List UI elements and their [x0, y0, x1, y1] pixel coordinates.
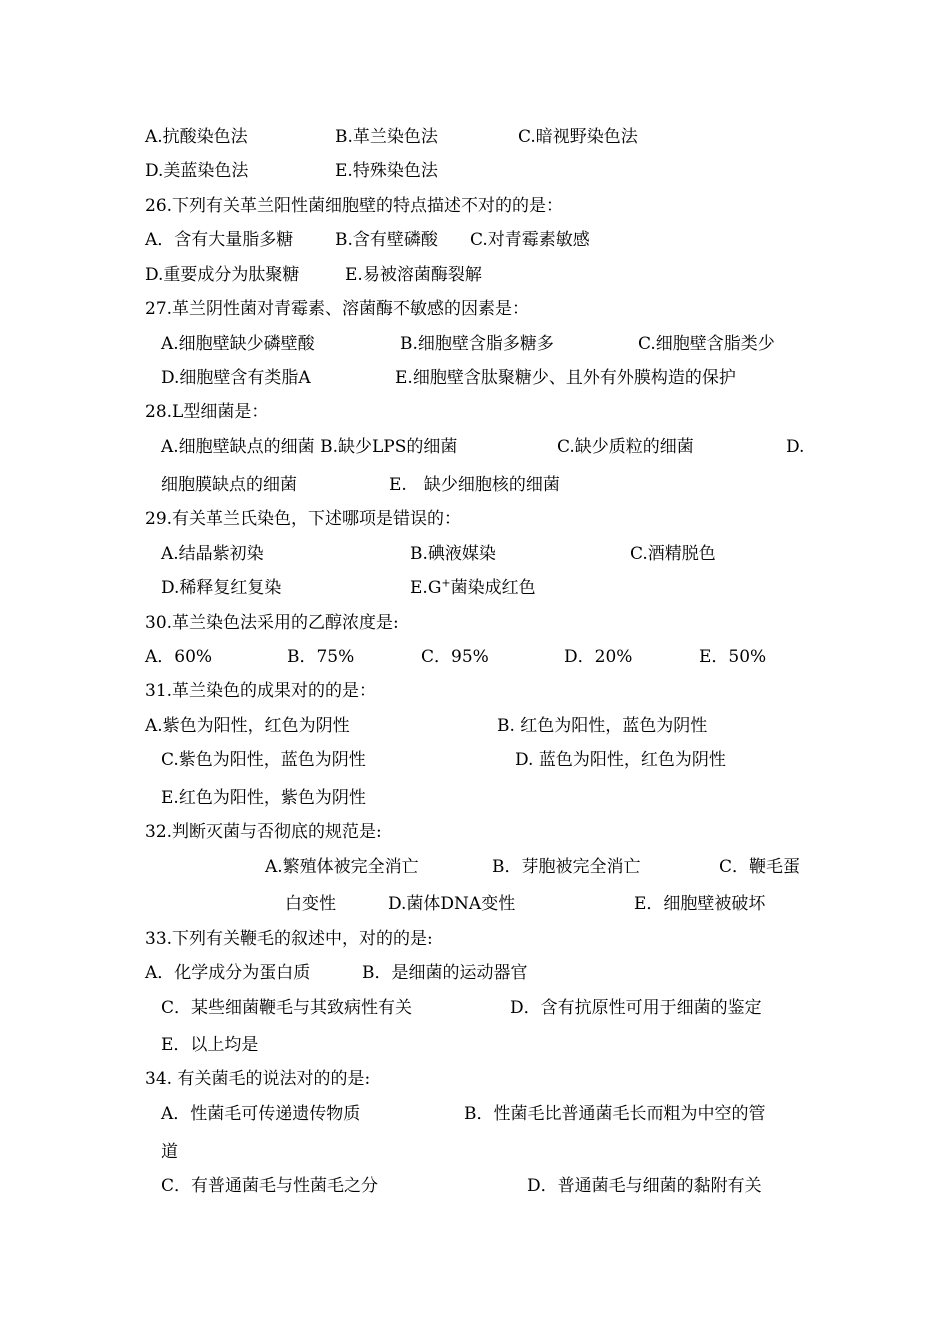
q32-option-a: A.繁殖体被完全消亡: [265, 857, 419, 877]
q28-stem: 28.L型细菌是：: [145, 402, 269, 422]
q29-option-a: A.结晶紫初染: [161, 544, 264, 564]
q30-stem: 30.革兰染色法采用的乙醇浓度是:: [145, 613, 399, 633]
q31-option-a: A.紫色为阳性，红色为阴性: [145, 716, 350, 736]
q27-stem: 27.革兰阴性菌对青霉素、溶菌酶不敏感的因素是：: [145, 299, 530, 319]
q34-stem: 34. 有关菌毛的说法对的的是:: [145, 1069, 371, 1089]
q26-option-d: D.重要成分为肽聚糖: [145, 265, 300, 285]
q26-stem: 26.下列有关革兰阳性菌细胞壁的特点描述不对的的是：: [145, 196, 564, 216]
q25-option-e: E.特殊染色法: [335, 161, 438, 181]
q28-option-c: C.缺少质粒的细菌: [557, 437, 694, 457]
q31-option-b: B. 红色为阳性，蓝色为阴性: [497, 716, 708, 736]
q26-option-a: A．含有大量脂多糖: [145, 230, 294, 250]
q30-option-c: C．95%: [421, 647, 489, 667]
q29-option-b: B.碘液媒染: [410, 544, 496, 564]
q28-option-e: E. 缺少细胞核的细菌: [389, 475, 560, 495]
q28-option-ab: A.细胞壁缺点的细菌 B.缺少LPS的细菌: [161, 437, 458, 457]
q33-option-c: C．某些细菌鞭毛与其致病性有关: [161, 998, 413, 1018]
q29-option-c: C.酒精脱色: [630, 544, 716, 564]
q27-option-c: C.细胞壁含脂类少: [638, 334, 775, 354]
q33-option-d: D．含有抗原性可用于细菌的鉴定: [510, 998, 762, 1018]
q34-option-a: A．性菌毛可传递遗传物质: [161, 1104, 361, 1124]
q26-option-b: B.含有壁磷酸: [335, 230, 438, 250]
q29-option-d: D.稀释复红复染: [161, 578, 282, 598]
q31-option-c: C.紫色为阳性，蓝色为阴性: [161, 750, 366, 770]
q27-option-a: A.细胞壁缺少磷壁酸: [161, 334, 315, 354]
q30-option-d: D．20%: [564, 647, 633, 667]
q34-option-b-part1: B．性菌毛比普通菌毛长而粗为中空的管: [464, 1104, 766, 1124]
q30-option-e: E．50%: [699, 647, 767, 667]
superscript-plus: +: [441, 576, 451, 590]
q28-option-d-text: 细胞膜缺点的细菌: [161, 475, 297, 495]
q26-option-c: C.对青霉素敏感: [470, 230, 590, 250]
q33-stem: 33.下列有关鞭毛的叙述中，对的的是:: [145, 929, 433, 949]
q29-option-e: E.G+菌染成红色: [410, 576, 536, 598]
q32-option-c-part1: C．鞭毛蛋: [719, 857, 801, 877]
q32-option-d: D.菌体DNA变性: [388, 894, 516, 914]
q29-stem: 29.有关革兰氏染色，下述哪项是错误的：: [145, 509, 462, 529]
q32-option-e: E．细胞壁被破坏: [634, 894, 766, 914]
q27-option-b: B.细胞壁含脂多糖多: [400, 334, 554, 354]
q30-option-a: A．60%: [145, 647, 213, 667]
q25-option-d: D.美蓝染色法: [145, 161, 249, 181]
q34-option-b-part2: 道: [161, 1142, 178, 1162]
q31-stem: 31.革兰染色的成果对的的是：: [145, 681, 377, 701]
q28-option-d-label: D.: [786, 437, 805, 457]
q25-option-c: C.暗视野染色法: [518, 127, 638, 147]
q27-option-d: D.细胞壁含有类脂A: [161, 368, 311, 388]
q30-option-b: B．75%: [287, 647, 355, 667]
q25-option-b: B.革兰染色法: [335, 127, 438, 147]
q32-stem: 32.判断灭菌与否彻底的规范是:: [145, 822, 382, 842]
q34-option-d: D．普通菌毛与细菌的黏附有关: [527, 1176, 762, 1196]
q26-option-e: E.易被溶菌酶裂解: [345, 265, 482, 285]
q33-option-a: A．化学成分为蛋白质: [145, 963, 311, 983]
q31-option-e: E.红色为阳性，紫色为阴性: [161, 788, 366, 808]
q27-option-e: E.细胞壁含肽聚糖少、且外有外膜构造的保护: [395, 368, 736, 388]
q33-option-e: E．以上均是: [161, 1035, 259, 1055]
q25-option-a: A.抗酸染色法: [145, 127, 248, 147]
q33-option-b: B．是细菌的运动器官: [362, 963, 528, 983]
q31-option-d: D. 蓝色为阳性，红色为阴性: [515, 750, 726, 770]
q32-option-b: B．芽胞被完全消亡: [492, 857, 641, 877]
q34-option-c: C．有普通菌毛与性菌毛之分: [161, 1176, 379, 1196]
q32-option-c-part2: 白变性: [285, 894, 336, 914]
